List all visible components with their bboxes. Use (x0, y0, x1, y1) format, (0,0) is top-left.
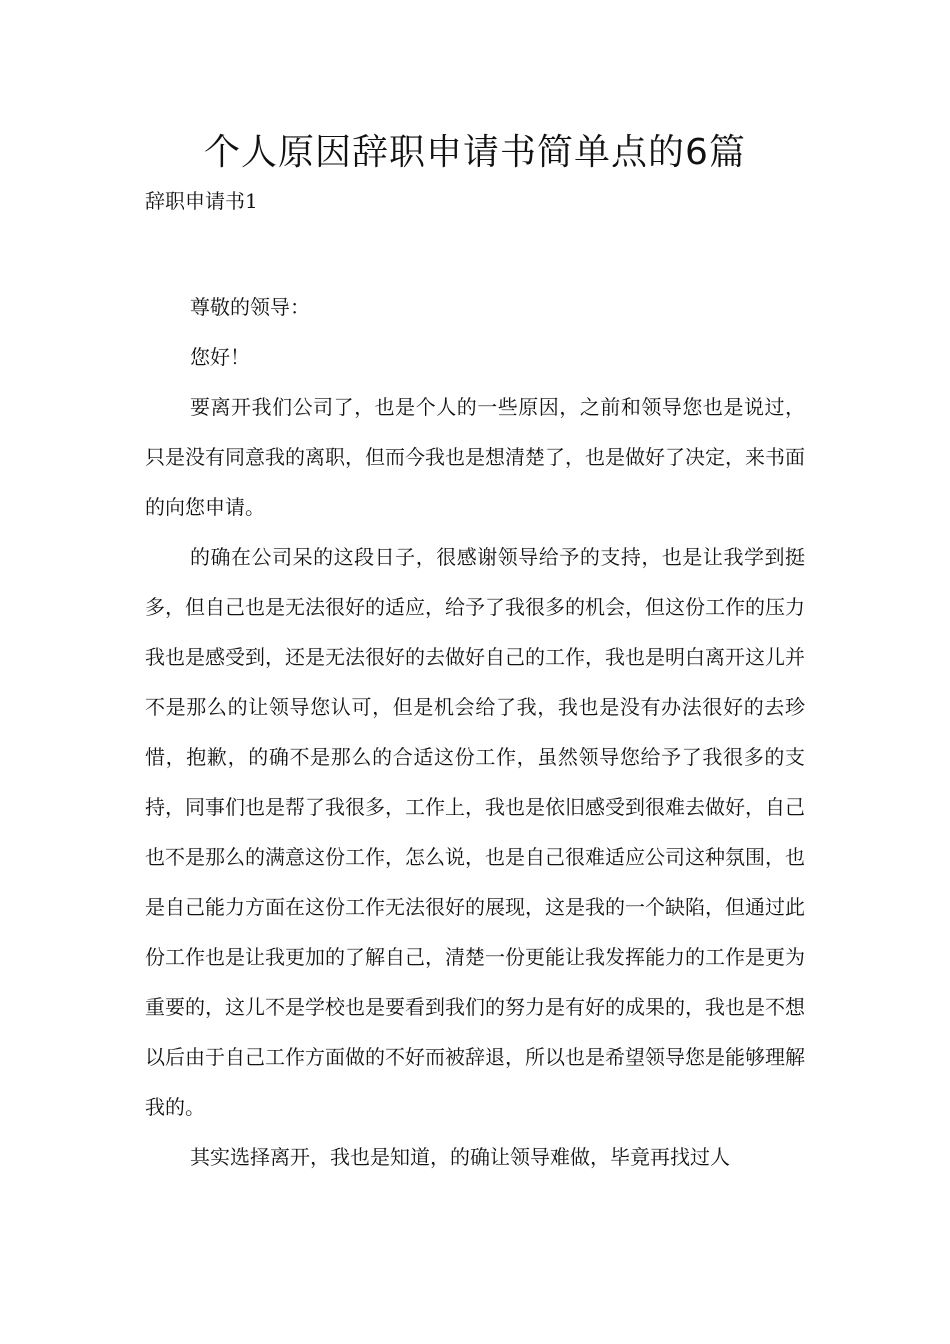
document-body (145, 282, 805, 1182)
document-title: 个人原因辞职申请书简单点的6篇 (204, 132, 746, 173)
body-paragraph: 的确在公司呆的这段日子，很感谢领导给予的支持，也是让我学到挺多，但自己也是无法很好的适应，给予了我很多的机会，但这份工作的压力我也是感受到，还是无法很好的去做好自己的工作，我也是明白离开这儿并不是那么的让领导您认可，但是机会给了我，我也是没有办法很好的去珍惜，抱歉，的确不是那么的合适这份工作，虽然领导您给予了我很多的支持，同事们也是帮了我很多，工作上，我也是依旧感受到很难去做好，自己也不是那么的满意这份工作，怎么说，也是自己很难适应公司这种氛围，也是自己能力方面在这份工作无法很好的展现，这是我的一个缺陷，但通过此份工作也是让我更加的了解自己，清楚一份更能让我发挥能力的工作是更为重要的，这儿不是学校也是要看到我们的努力是有好的成果的，我也是不想以后由于自己工作方面做的不好而被辞退，所以也是希望领导您是能够理解我的。 (145, 545, 805, 1119)
salutation: 尊敬的领导： (190, 295, 310, 319)
body-paragraph: 要离开我们公司了，也是个人的一些原因，之前和领导您也是说过，只是没有同意我的离职，但而今我也是想清楚了，也是做好了决定，来书面的向您申请。 (145, 395, 805, 519)
body-paragraph: 其实选择离开，我也是知道，的确让领导难做，毕竟再找过人 (190, 1145, 730, 1169)
document-subtitle: 辞职申请书1 (145, 189, 258, 213)
greeting: 您好！ (190, 345, 250, 369)
